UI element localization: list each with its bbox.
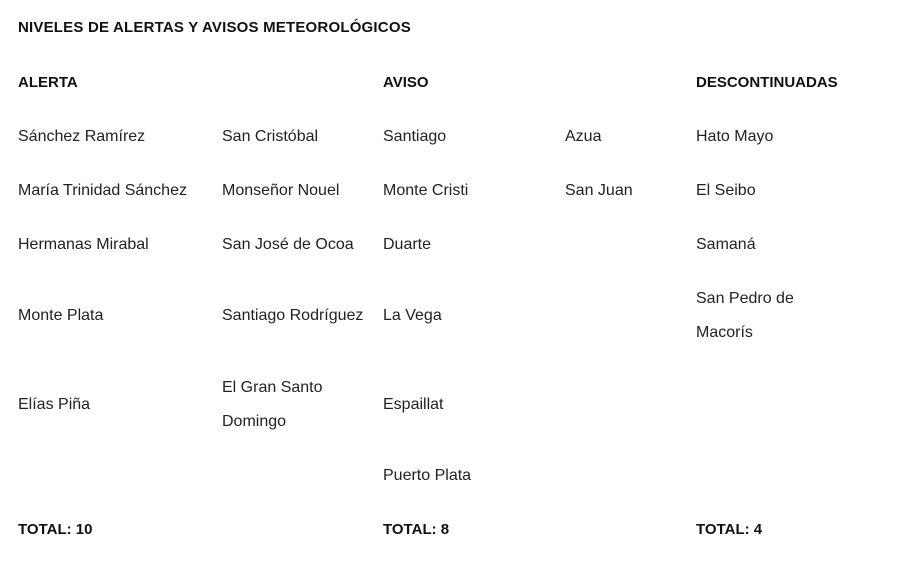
province-cell: Sánchez Ramírez xyxy=(18,128,146,145)
table-row xyxy=(18,110,896,164)
province-cell: La Vega xyxy=(383,307,442,324)
province-cell: Elías Piña xyxy=(18,396,91,413)
total-descontinuadas: TOTAL: 4 xyxy=(696,521,763,538)
province-cell: María Trinidad Sánchez xyxy=(18,182,187,199)
province-cell: El Seibo xyxy=(696,182,756,199)
province-cell: San José de Ocoa xyxy=(222,236,354,253)
province-cell: Monte Cristi xyxy=(383,182,469,199)
province-cell: San Pedro de Macorís xyxy=(696,290,794,341)
table-row xyxy=(18,360,896,450)
table-row xyxy=(18,218,896,272)
province-cell: Hermanas Mirabal xyxy=(18,236,149,253)
totals-row xyxy=(18,502,896,558)
table-row xyxy=(18,272,896,360)
header-aviso: AVISO xyxy=(383,74,429,91)
page-title: NIVELES DE ALERTAS Y AVISOS METEOROLÓGICOS xyxy=(18,19,411,36)
province-cell: San Juan xyxy=(565,182,633,199)
province-cell: Santiago Rodríguez xyxy=(222,307,364,324)
province-cell: Monte Plata xyxy=(18,307,104,324)
province-cell: San Cristóbal xyxy=(222,128,319,145)
header-descontinuadas: DESCONTINUADAS xyxy=(696,74,838,91)
total-alerta: TOTAL: 10 xyxy=(18,521,93,538)
header-row xyxy=(18,56,896,110)
header-alerta: ALERTA xyxy=(18,74,78,91)
table-row xyxy=(18,164,896,218)
province-cell: Samaná xyxy=(696,236,756,253)
table-row xyxy=(18,450,896,502)
province-cell: Hato Mayo xyxy=(696,128,774,145)
province-cell: Azua xyxy=(565,128,602,145)
province-cell: El Gran Santo Domingo xyxy=(222,379,323,430)
province-cell: Monseñor Nouel xyxy=(222,182,340,199)
total-aviso: TOTAL: 8 xyxy=(383,521,450,538)
province-cell: Santiago xyxy=(383,128,447,145)
province-cell: Espaillat xyxy=(383,396,444,413)
alerts-table xyxy=(18,56,896,558)
province-cell: Puerto Plata xyxy=(383,467,472,484)
province-cell: Duarte xyxy=(383,236,432,253)
